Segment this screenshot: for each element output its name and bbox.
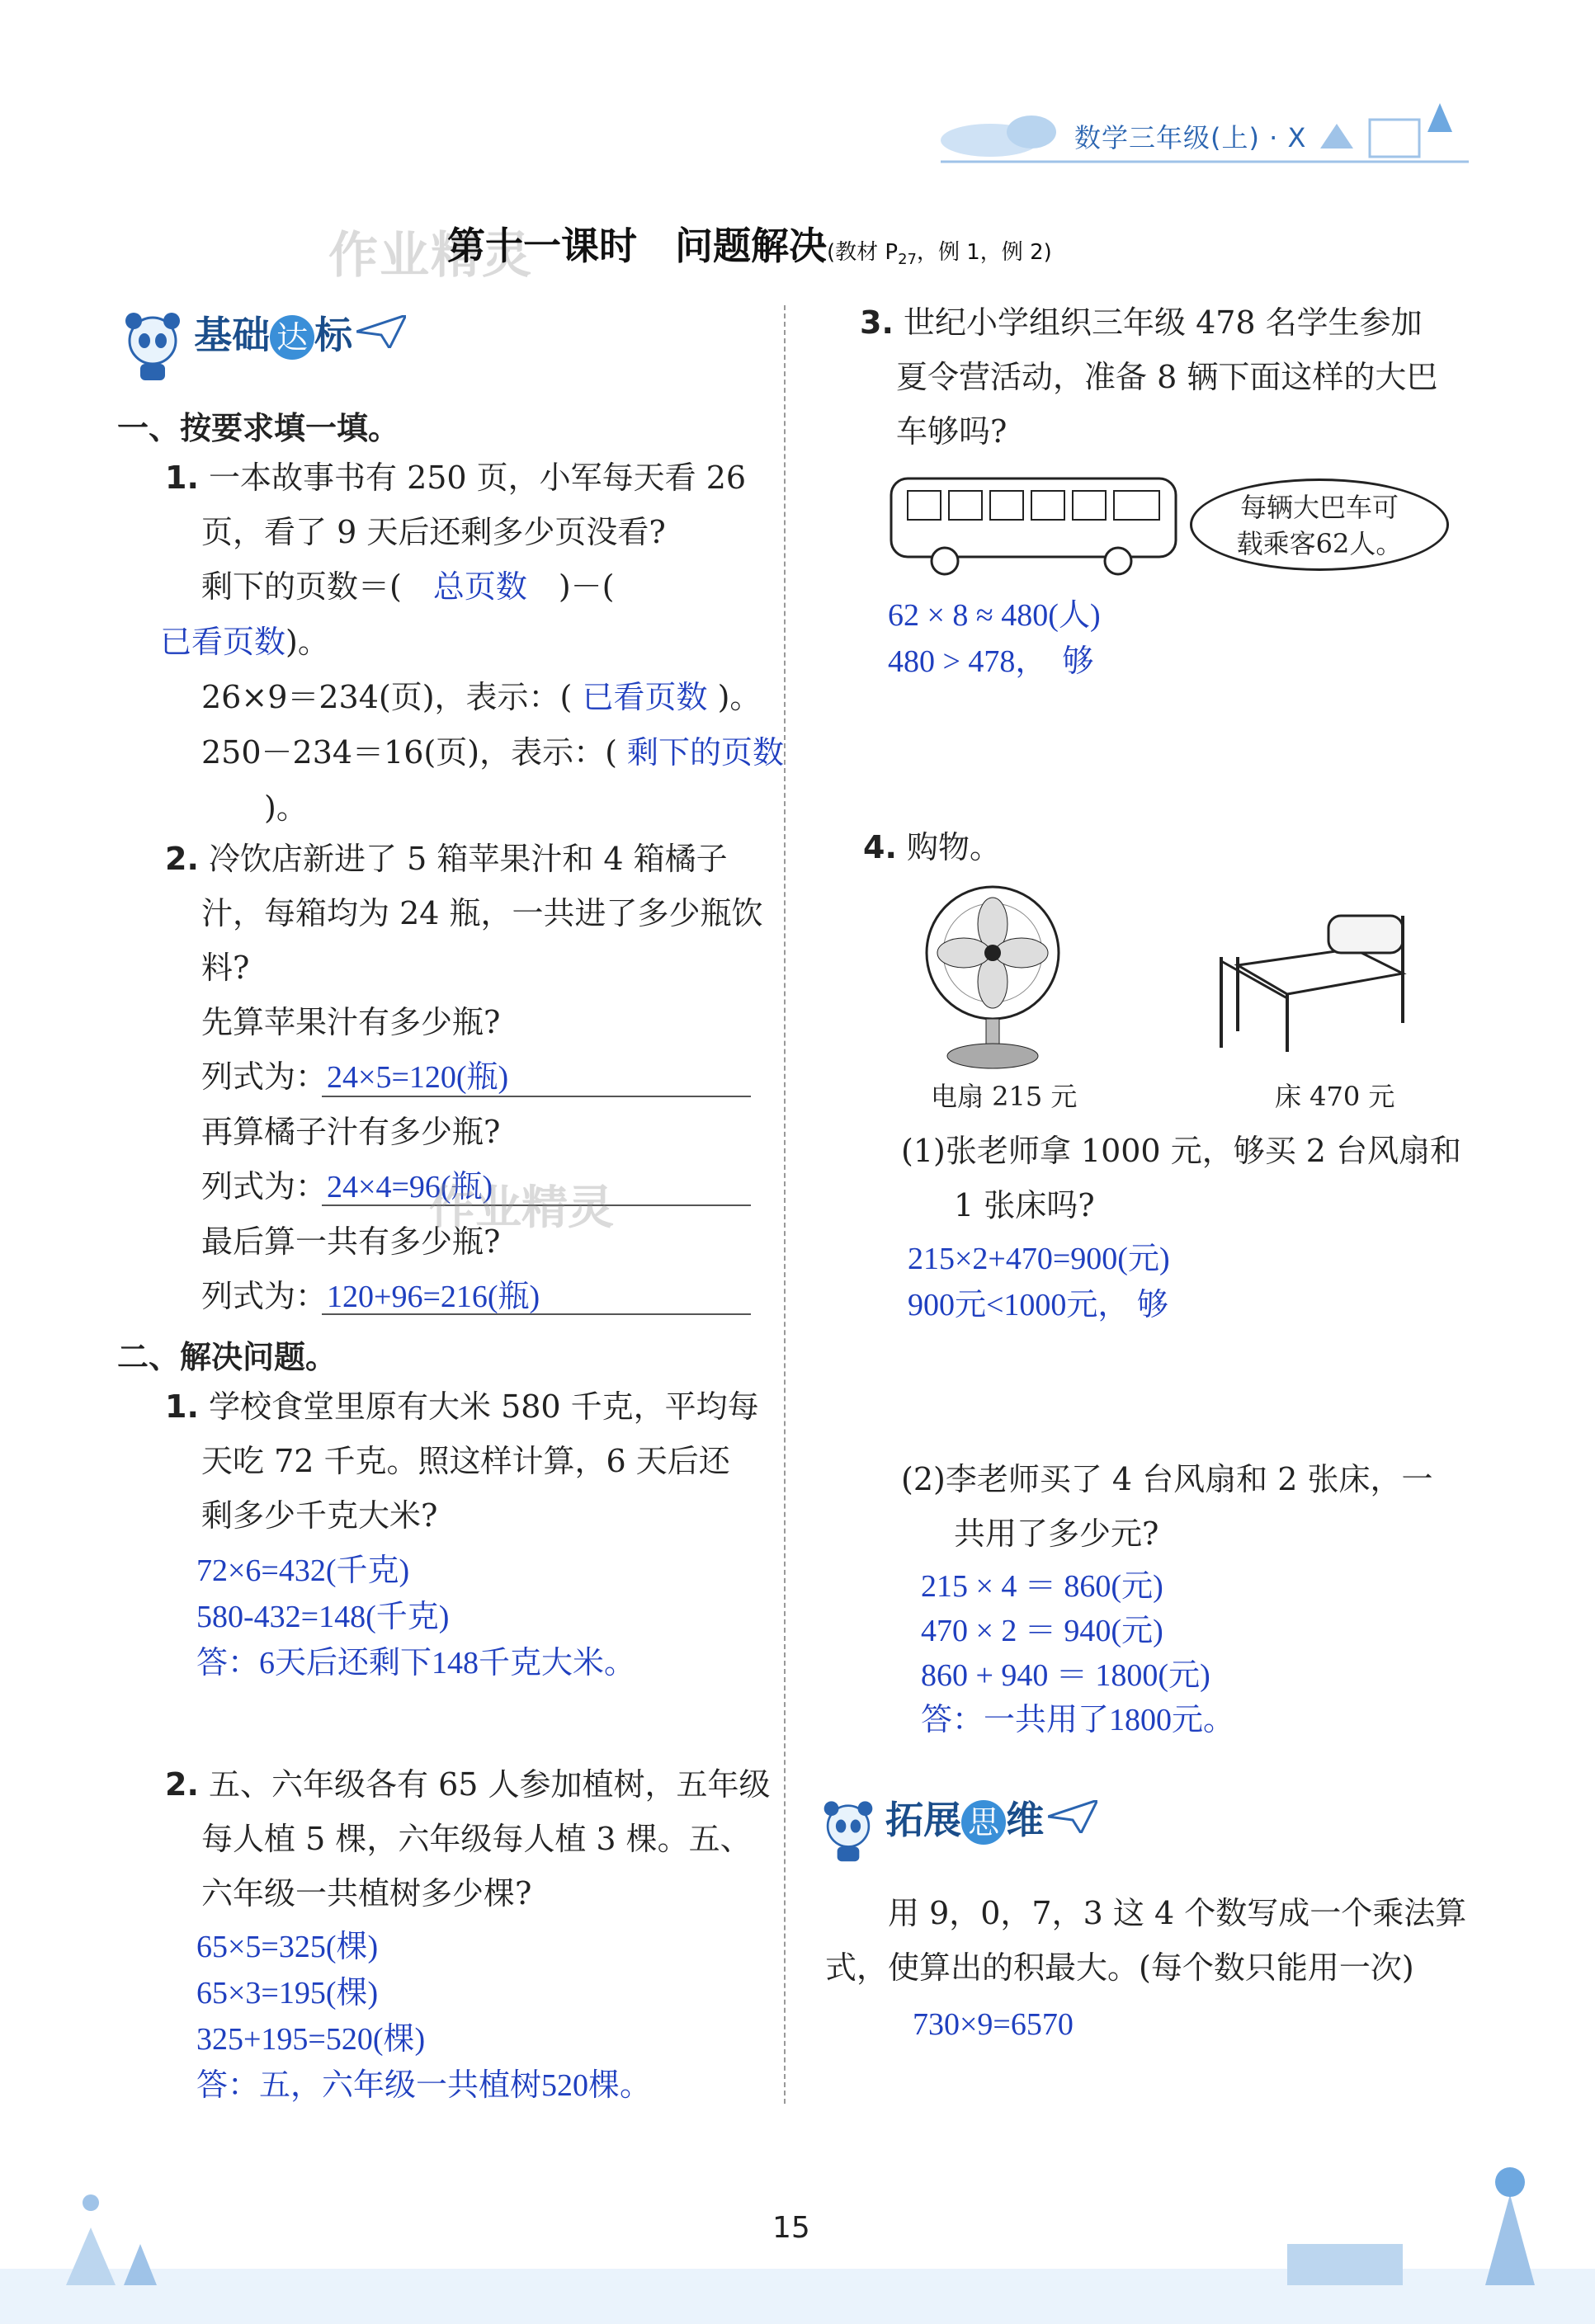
q4-part2: (2)李老师买了 4 台风扇和 2 张床，一 共用了多少元? xyxy=(901,1461,1433,1552)
paper-plane-icon xyxy=(356,315,406,348)
section1-heading: 一、按要求填一填。 xyxy=(117,410,400,446)
answer: 24×5=120(瓶) xyxy=(327,1060,509,1095)
q4-part1: (1)张老师拿 1000 元，够买 2 台风扇和 1 张床吗? xyxy=(901,1133,1462,1223)
bus-illustration xyxy=(887,470,1184,577)
q3-answer: 62 × 8 ≈ 480(人) 480 > 478， 够 xyxy=(888,598,1101,679)
s2-q1: 1. 学校食堂里原有大米 580 千克，平均每 天吃 72 千克。照这样计算，6 天后还 剩多少千克大米? xyxy=(165,1388,759,1534)
q4-title: 4. 购物。 xyxy=(863,829,1001,865)
lesson-title xyxy=(447,216,1052,271)
header-subject: 数学三年级(上) · X xyxy=(1074,122,1307,153)
s1-q2: 2. 冷饮店新进了 5 箱苹果汁和 4 箱橘子 汁，每箱均为 24 瓶，一共进了多少瓶饮 料? 先算苹果汁有多少瓶? 列式为：24×5=120(瓶) 再算橘子汁有多少瓶? 列式为：24×4=96(瓶) 最后算一共有多少瓶? 列式为：120+96=216(瓶) xyxy=(165,841,763,1314)
q3: 3. 世纪小学组织三年级 478 名学生参加 夏令营活动，准备 8 辆下面这样的大巴 车够吗? xyxy=(860,304,1438,450)
fan-illustration xyxy=(923,883,1063,1072)
answer: 已看页数 xyxy=(582,681,708,715)
s2-q1-answer: 72×6=432(千克) 580-432=148(千克) 答：6天后还剩下148千克大米。 xyxy=(196,1553,636,1681)
panda-icon xyxy=(815,1797,881,1863)
paper-plane-icon xyxy=(1048,1800,1097,1833)
section2-heading: 二、解决问题。 xyxy=(117,1339,337,1375)
extension-answer: 730×9=6570 xyxy=(913,2007,1074,2042)
lesson-ref: (教材 $P_{27}$，例 1，例 2) xyxy=(827,240,1052,269)
fan-caption: 电扇 215 元 xyxy=(931,1081,1078,1112)
extension-banner: 拓展 思 维 xyxy=(815,1790,1097,1863)
extension-question: 用 9，0，7，3 这 4 个数写成一个乘法算 式，使算出的积最大。(每个数只能用一次) xyxy=(825,1895,1467,1986)
lesson-title-text: 第十一课时 问题解决 xyxy=(447,224,827,268)
watermark: 作业精灵 xyxy=(429,1181,614,1235)
answer-line xyxy=(322,1313,751,1315)
answer-line xyxy=(322,1096,751,1097)
s2-q2-answer: 65×5=325(棵) 65×3=195(棵) 325+195=520(棵) 答：五，六年级一共植树520棵。 xyxy=(196,1930,652,2103)
answer: 总页数 xyxy=(432,570,527,605)
s2-q2: 2. 五、六年级各有 65 人参加植树，五年级 每人植 5 棵，六年级每人植 3 棵。五、 六年级一共植树多少棵? xyxy=(165,1766,771,1912)
panda-icon xyxy=(116,308,190,382)
q4-part1-answer: 215×2+470=900(元) 900元<1000元， 够 xyxy=(908,1242,1170,1322)
s1-q1: 1. 一本故事书有 250 页，小军每天看 26 页，看了 9 天后还剩多少页没看? 剩下的页数＝( 总页数 )－( 已看页数)。 26×9＝234(页)，表示：( 已看页数 )。 250－234＝16(页)，表示：( 剩下的页数 )。 xyxy=(160,460,784,826)
speech-bubble: 每辆大巴车可 载乘客62人。 xyxy=(1190,478,1449,571)
watermark: 作业精灵 xyxy=(328,227,533,285)
basic-banner: 基础 达 标 xyxy=(116,305,406,382)
page-number: 15 xyxy=(772,2211,810,2245)
answer: 120+96=216(瓶) xyxy=(327,1280,540,1314)
bed-illustration xyxy=(1205,891,1419,1056)
column-divider xyxy=(784,305,786,2104)
bed-caption: 床 470 元 xyxy=(1275,1081,1395,1112)
answer: 24×4=96(瓶) xyxy=(327,1170,493,1204)
answer: 已看页数 xyxy=(160,625,286,660)
q4-part2-answer: 215 × 4 ＝ 860(元) 470 × 2 ＝ 940(元) 860 + 940 ＝ 1800(元) 答：一共用了1800元。 xyxy=(921,1569,1235,1737)
answer: 剩下的页数 xyxy=(626,736,784,771)
